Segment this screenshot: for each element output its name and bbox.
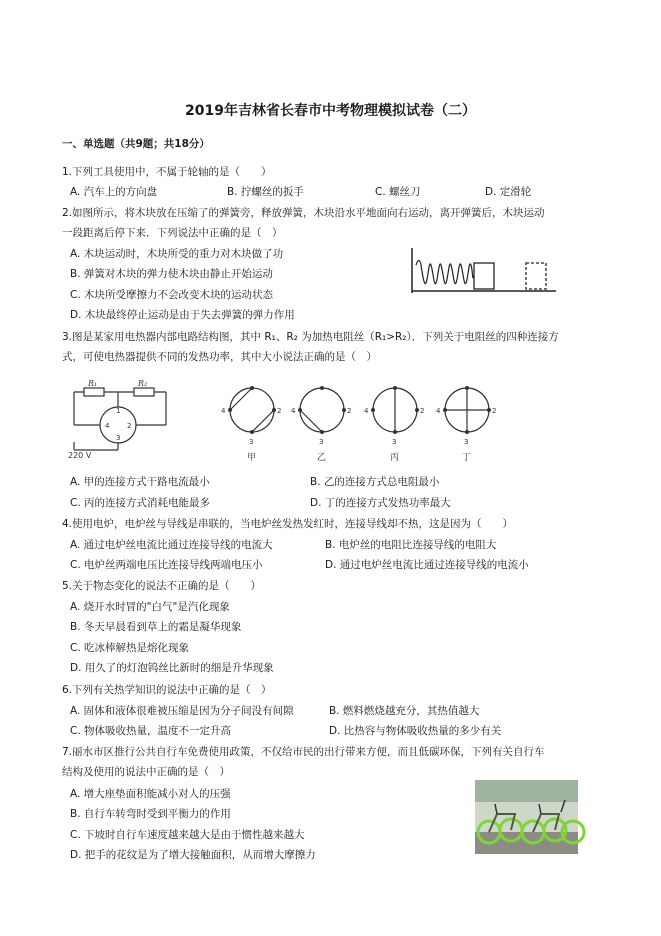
voltage-label: 220 V (68, 451, 92, 460)
q7-option-a[interactable]: A. 增大座垫面积能减小对人的压强 (70, 788, 231, 800)
q2-option-a[interactable]: A. 木块运动时，木块所受的重力对木块做了功 (70, 248, 284, 260)
svg-text:4: 4 (291, 407, 296, 415)
section-heading: 一、单选题（共9题；共18分） (62, 138, 210, 150)
q2-option-d[interactable]: D. 木块最终停止运动是由于失去弹簧的弹力作用 (70, 309, 295, 321)
bicycle-photo (475, 780, 578, 854)
q7-option-d[interactable]: D. 把手的花纹是为了增大接触面积，从而增大摩擦力 (70, 849, 316, 861)
question-2-stem-line-2: 一段距离后停下来．下列说法中正确的是（ ） (62, 227, 283, 239)
question-7-stem-line-2: 结构及使用的说法中正确的是（ ） (62, 766, 230, 778)
connection-jia-figure (222, 380, 282, 468)
q2-option-c[interactable]: C. 木块所受摩擦力不会改变木块的运动状态 (70, 289, 274, 301)
svg-text:4: 4 (364, 407, 369, 415)
q4-option-b[interactable]: B. 电炉丝的电阻比连接导线的电阻大 (325, 539, 497, 551)
page-title: 2019年吉林省长春市中考物理模拟试卷（二） (185, 103, 476, 119)
spring-block-figure (408, 243, 558, 298)
svg-text:3: 3 (319, 438, 324, 446)
q1-option-a[interactable]: A. 汽车上的方向盘 (70, 186, 158, 198)
connection-yi-figure (292, 380, 352, 468)
q6-option-b[interactable]: B. 燃料燃烧越充分，其热值越大 (329, 705, 480, 717)
q3-option-c[interactable]: C. 丙的连接方式消耗电能最多 (70, 497, 211, 509)
caption-bing: 丙 (390, 453, 400, 463)
q1-option-b[interactable]: B. 拧螺丝的扳手 (227, 186, 304, 198)
connection-bing-figure (365, 380, 425, 468)
q5-option-a[interactable]: A. 烧开水时冒的"白气"是汽化现象 (70, 601, 230, 613)
terminal-2: 2 (127, 422, 132, 430)
terminal-3: 3 (116, 434, 121, 442)
r2-label: R₂ (138, 379, 148, 388)
q4-option-c[interactable]: C. 电炉丝两端电压比连接导线两端电压小 (70, 559, 263, 571)
svg-text:3: 3 (392, 438, 397, 446)
q5-option-b[interactable]: B. 冬天早晨看到草上的霜是凝华现象 (70, 621, 242, 633)
svg-text:2: 2 (420, 407, 425, 415)
svg-text:3: 3 (249, 438, 254, 446)
q4-option-a[interactable]: A. 通过电炉丝电流比通过连接导线的电流大 (70, 539, 273, 551)
question-3-stem-line-2: 式，可使电热器提供不同的发热功率，其中大小说法正确的是（ ） (62, 351, 377, 363)
q3-option-d[interactable]: D. 丁的连接方式发热功率最大 (310, 497, 451, 509)
caption-jia: 甲 (247, 453, 257, 463)
question-2-stem-line-1: 2.如图所示，将木块放在压缩了的弹簧旁，释放弹簧，木块沿水平地面向右运动，离开弹簧后，木块运动 (62, 207, 545, 219)
q5-option-c[interactable]: C. 吃冰棒解热是熔化现象 (70, 642, 190, 654)
q3-option-a[interactable]: A. 甲的连接方式干路电流最小 (70, 476, 210, 488)
q4-option-d[interactable]: D. 通过电炉丝电流比通过连接导线的电流小 (325, 559, 529, 571)
question-7-stem-line-1: 7.丽水市区推行公共自行车免费使用政策，不仅给市民的出行带来方便，而且低碳环保，下列有关自行车 (62, 746, 545, 758)
q1-option-d[interactable]: D. 定滑轮 (485, 186, 532, 198)
svg-text:4: 4 (436, 407, 441, 415)
question-5-stem: 5.关于物态变化的说法不正确的是（ ） (62, 580, 262, 592)
svg-text:2: 2 (347, 407, 352, 415)
svg-text:2: 2 (277, 407, 282, 415)
q6-option-a[interactable]: A. 固体和液体很难被压缩是因为分子间没有间隙 (70, 705, 294, 717)
q6-option-d[interactable]: D. 比热容与物体吸收热量的多少有关 (329, 725, 502, 737)
terminal-4: 4 (105, 422, 110, 430)
q3-option-b[interactable]: B. 乙的连接方式总电阻最小 (310, 476, 440, 488)
q6-option-c[interactable]: C. 物体吸收热量，温度不一定升高 (70, 725, 232, 737)
q7-option-b[interactable]: B. 自行车转弯时受到平衡力的作用 (70, 808, 231, 820)
r1-label: R₁ (88, 379, 98, 388)
q2-option-b[interactable]: B. 弹簧对木块的弹力使木块由静止开始运动 (70, 268, 273, 280)
question-3-stem-line-1: 3.图是某家用电热器内部电路结构图，其中 R₁、R₂ 为加热电阻丝（R₁>R₂）．下列关于电阻丝的四种连接方 (62, 331, 559, 343)
svg-text:4: 4 (221, 407, 226, 415)
q5-option-d[interactable]: D. 用久了的灯泡钨丝比新时的细是升华现象 (70, 662, 274, 674)
caption-yi: 乙 (317, 453, 327, 463)
svg-text:3: 3 (464, 438, 469, 446)
q7-option-c[interactable]: C. 下坡时自行车速度越来越大是由于惯性越来越大 (70, 829, 305, 841)
caption-ding: 丁 (462, 453, 472, 463)
terminal-1: 1 (116, 407, 121, 415)
question-6-stem: 6.下列有关热学知识的说法中正确的是（ ） (62, 684, 272, 696)
question-1-stem: 1.下列工具使用中，不属于轮轴的是（ ） (62, 166, 272, 178)
circuit-diagram (66, 380, 176, 460)
q1-option-c[interactable]: C. 螺丝刀 (375, 186, 421, 198)
question-4-stem: 4.使用电炉，电炉丝与导线是串联的，当电炉丝发热发红时，连接导线却不热，这是因为（ ） (62, 518, 514, 530)
connection-ding-figure (437, 380, 497, 468)
svg-text:2: 2 (492, 407, 497, 415)
